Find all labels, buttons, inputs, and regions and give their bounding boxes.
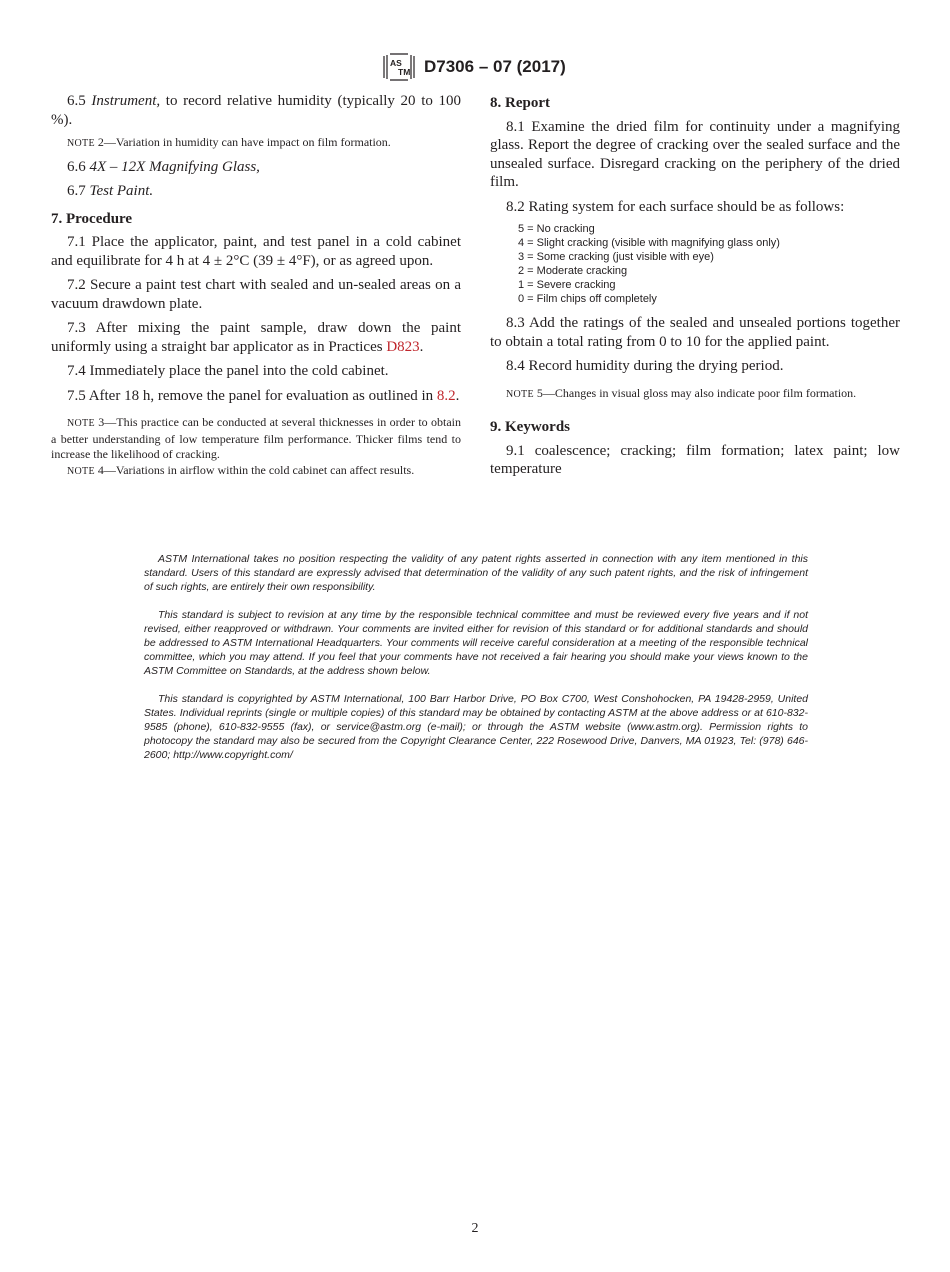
rating-item: 3 = Some cracking (just visible with eye) [518, 251, 714, 263]
note-text: 3—This practice can be conducted at several thicknesses in order to obtain a better understanding of low temperature film performance. Thicker films tend to increase the likelihood of cracking. [51, 415, 461, 461]
section-6-5 [51, 92, 461, 129]
astm-logo-icon [380, 52, 418, 82]
note-5 [490, 386, 900, 403]
note-3 [51, 415, 461, 463]
section-number: 7.2 [67, 277, 86, 293]
logo-letters-top: AS [390, 58, 402, 68]
section-7-5 [51, 387, 461, 406]
note-text: 5—Changes in visual gloss may also indicate poor film formation. [536, 385, 857, 400]
right-column [490, 92, 900, 485]
rating-item: 1 = Severe cracking [518, 279, 616, 291]
section-number: 6.6 [67, 158, 86, 175]
section-8-heading: 8. Report [490, 95, 550, 111]
section-6-7 [51, 182, 461, 201]
note-label: NOTE [506, 388, 534, 400]
note-text: 4—Variations in airflow within the cold cabinet can affect results. [97, 462, 415, 477]
section-number: 7.1 [67, 234, 86, 250]
note-4 [51, 463, 461, 480]
section-number: 9.1 [506, 442, 525, 459]
section-9-1 [490, 442, 900, 479]
section-9-heading: 9. Keywords [490, 419, 570, 435]
section-7-3 [51, 319, 461, 356]
section-text: Place the applicator, paint, and test panel in a cold cabinet and equilibrate for 4 h at 4 ± 2°C (39 ± 4°F), or as agreed upon. [51, 234, 461, 269]
section-text: Examine the dried film for continuity under a magnifying glass. Report the degree of cracking over the sealed surface and the unsealed surface. Disregard cracking on the periphery of the dried film. [490, 118, 901, 190]
section-text: Rating system for each surface should be as follows: [528, 198, 845, 215]
section-text: After 18 h, remove the panel for evaluation as outlined in [88, 387, 434, 404]
rating-item: 5 = No cracking [518, 223, 595, 235]
logo-letters-bottom: TM [398, 67, 411, 77]
section-7-4 [51, 362, 461, 381]
section-number: 8.2 [506, 198, 525, 215]
page-number: 2 [471, 1221, 479, 1236]
item-title: 4X – 12X Magnifying Glass, [89, 158, 260, 175]
note-label: NOTE [67, 138, 95, 149]
rating-item: 2 = Moderate cracking [518, 265, 628, 277]
section-number: 8.1 [506, 118, 525, 135]
rating-item: 0 = Film chips off completely [518, 293, 657, 305]
section-number: 6.5 [67, 93, 86, 109]
patent-disclaimer: ASTM International takes no position respecting the validity of any patent rights asserted in connection with any item mentioned in this standard. Users of this standard are expressly advised that determination of the validity of any such patent rights, and the risk of infringement of such rights, are entirely their own responsibility. [144, 553, 808, 593]
section-8-3 [490, 314, 900, 351]
item-title: Instrument, [91, 93, 161, 109]
legal-notice [144, 552, 808, 776]
punctuation: . [419, 338, 424, 355]
note-text: 2—Variation in humidity can have impact on film formation. [97, 135, 391, 149]
section-6-6 [51, 158, 461, 177]
section-text: to record relative humidity (typically 20 to 100 %). [51, 93, 462, 128]
section-7-2 [51, 276, 461, 313]
section-8-1 [490, 118, 900, 192]
section-text: coalescence; cracking; film formation; latex paint; low temperature [490, 442, 900, 477]
section-text: Add the ratings of the sealed and unsealed portions together to obtain a total rating from 0 to 10 for the applied paint. [490, 315, 900, 350]
section-7-1 [51, 233, 461, 270]
punctuation: . [455, 387, 460, 404]
section-number: 6.7 [67, 183, 86, 199]
section-number: 8.3 [506, 315, 525, 331]
left-column [51, 92, 461, 485]
standard-designation: D7306 – 07 (2017) [424, 57, 566, 76]
section-text: Immediately place the panel into the cold cabinet. [89, 363, 389, 379]
item-title: Test Paint. [89, 183, 154, 199]
section-number: 7.3 [67, 320, 86, 336]
section-8-4 [490, 357, 900, 376]
section-7-heading: 7. Procedure [51, 210, 133, 227]
copyright-notice: This standard is copyrighted by ASTM International, 100 Barr Harbor Drive, PO Box C700, West Conshohocken, PA 19428-2959, United States. Individual reprints (single or multiple copies) of this standard may be obtained by contacting ASTM at the above address or at 610-832-9585 (phone), 610-832-9555 (fax), or service@astm.org (e-mail); or through the ASTM website (www.astm.org). Permission rights to photocopy the standard may also be secured from the Copyright Clearance Center, 222 Rosewood Drive, Danvers, MA 01923, Tel: (978) 646-2600; http://www.copyright.com/ [144, 693, 808, 761]
page-header [0, 52, 950, 86]
revision-notice: This standard is subject to revision at any time by the responsible technical committee and must be reviewed every five years and if not revised, either reapproved or withdrawn. Your comments are invited either for revision of this standard or for additional standards and should be addressed to ASTM International Headquarters. Your comments will receive careful consideration at a meeting of the responsible technical committee, which you may attend. If you feel that your comments have not received a fair hearing you should make your views known to the ASTM Committee on Standards, at the address shown below. [144, 609, 808, 677]
rating-list [518, 222, 900, 306]
section-text: After mixing the paint sample, draw down the paint uniformly using a straight bar applicator as in Practices [51, 320, 461, 355]
rating-item: 4 = Slight cracking (visible with magnifying glass only) [518, 237, 780, 249]
section-number: 8.4 [506, 358, 525, 374]
section-8-2 [490, 198, 900, 217]
section-number: 7.4 [67, 363, 86, 379]
section-text: Secure a paint test chart with sealed and un-sealed areas on a vacuum drawdown plate. [51, 277, 462, 312]
section-8-2-link[interactable]: 8.2 [436, 387, 456, 404]
section-number: 7.5 [67, 387, 86, 404]
practice-d823-link[interactable]: D823 [386, 338, 420, 355]
section-text: Record humidity during the drying period. [528, 358, 784, 374]
note-2 [51, 135, 461, 152]
note-label: NOTE [67, 418, 95, 429]
note-label: NOTE [67, 465, 95, 477]
